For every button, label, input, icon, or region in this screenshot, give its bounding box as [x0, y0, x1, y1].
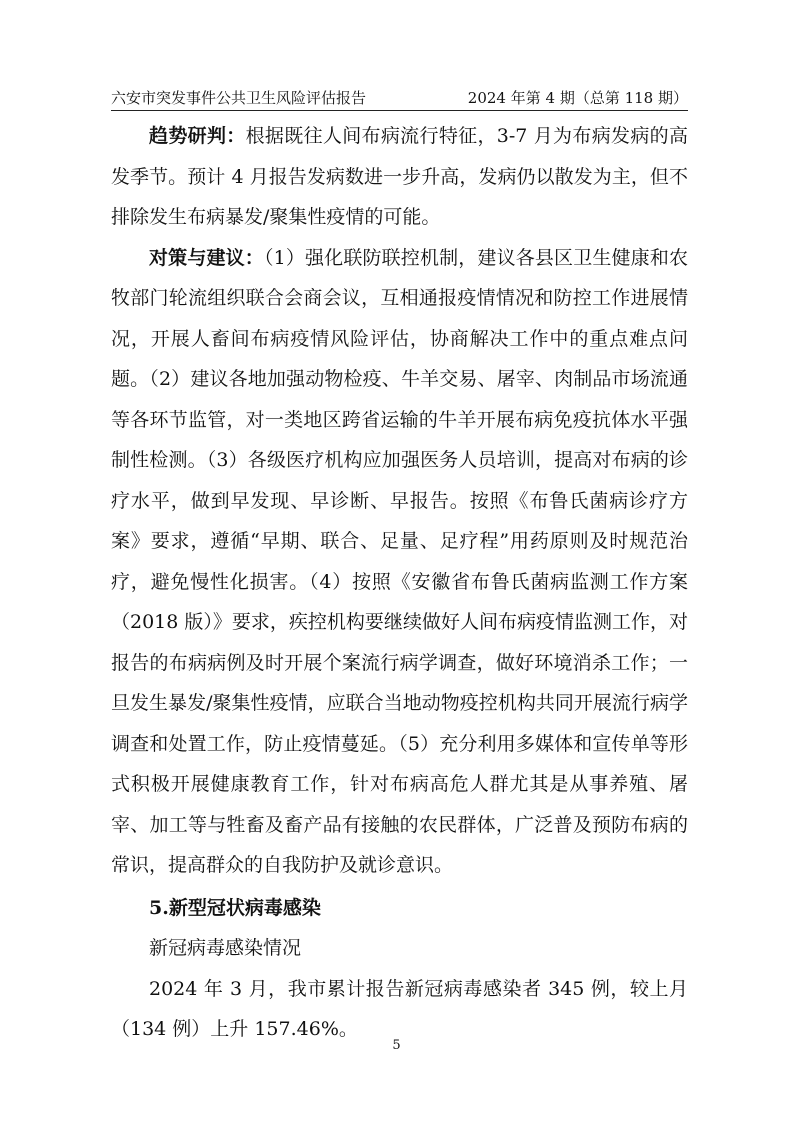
report-title: 六安市突发事件公共卫生风险评估报告 [111, 89, 367, 107]
document-body [111, 116, 688, 1050]
measures-paragraph [111, 238, 688, 886]
section-heading: 5.新型冠状病毒感染 [149, 896, 321, 919]
page-header [111, 87, 688, 109]
covid-paragraph: 2024 年 3 月，我市累计报告新冠病毒感染者 345 例，较上月（134 例）上升 157.46%。 [111, 977, 688, 1040]
section-subheading: 新冠病毒感染情况 [149, 937, 302, 959]
trend-text: 根据既往人间布病流行特征，3-7 月为布病发病的高发季节。预计 4 月报告发病数进一步升高，发病仍以散发为主，但不排除发生布病暴发/聚集性疫情的可能。 [111, 125, 688, 228]
trend-label: 趋势研判： [149, 125, 246, 147]
measures-text: （1）强化联防联控机制，建议各县区卫生健康和农牧部门轮流组织联合会商会议，互相通报疫情情况和防控工作进展情况，开展人畜间布病疫情风险评估，协商解决工作中的重点难点问题。（2）建议各地加强动物检疫、牛羊交易、屠宰、肉制品市场流通等各环节监管，对一类地区跨省运输的牛羊开展布病免疫抗体水平强制性检测。（3）各级医疗机构应加强医务人员培训，提高对布病的诊疗水平，做到早发现、早诊断、早报告。按照《布鲁氏菌病诊疗方案》要求，遵循“早期、联合、足量、足疗程”用药原则及时规范治疗，避免慢性化损害。（4）按照《安徽省布鲁氏菌病监测工作方案（2018 版）》要求，疾控机构要继续做好人间布病疫情监测工作，对报告的布病病例及时开展个案流行病学调查，做好环境消杀工作；一旦发生暴发/聚集性疫情，应联合当地动物疫控机构共同开展流行病学调查和处置工作，防止疫情蔓延。（5）充分利用多媒体和宣传单等形式积极开展健康教育工作，针对布病高危人群尤其是从事养殖、屠宰、加工等与牲畜及畜产品有接触的农民群体，广泛普及预防布病的常识，提高群众的自我防护及就诊意识。 [111, 246, 688, 876]
header-divider [111, 110, 688, 111]
page-number: 5 [392, 1038, 401, 1053]
issue-number: 2024 年第 4 期（总第 118 期） [467, 89, 688, 107]
measures-label: 对策与建议： [149, 246, 264, 269]
trend-paragraph [111, 116, 688, 238]
